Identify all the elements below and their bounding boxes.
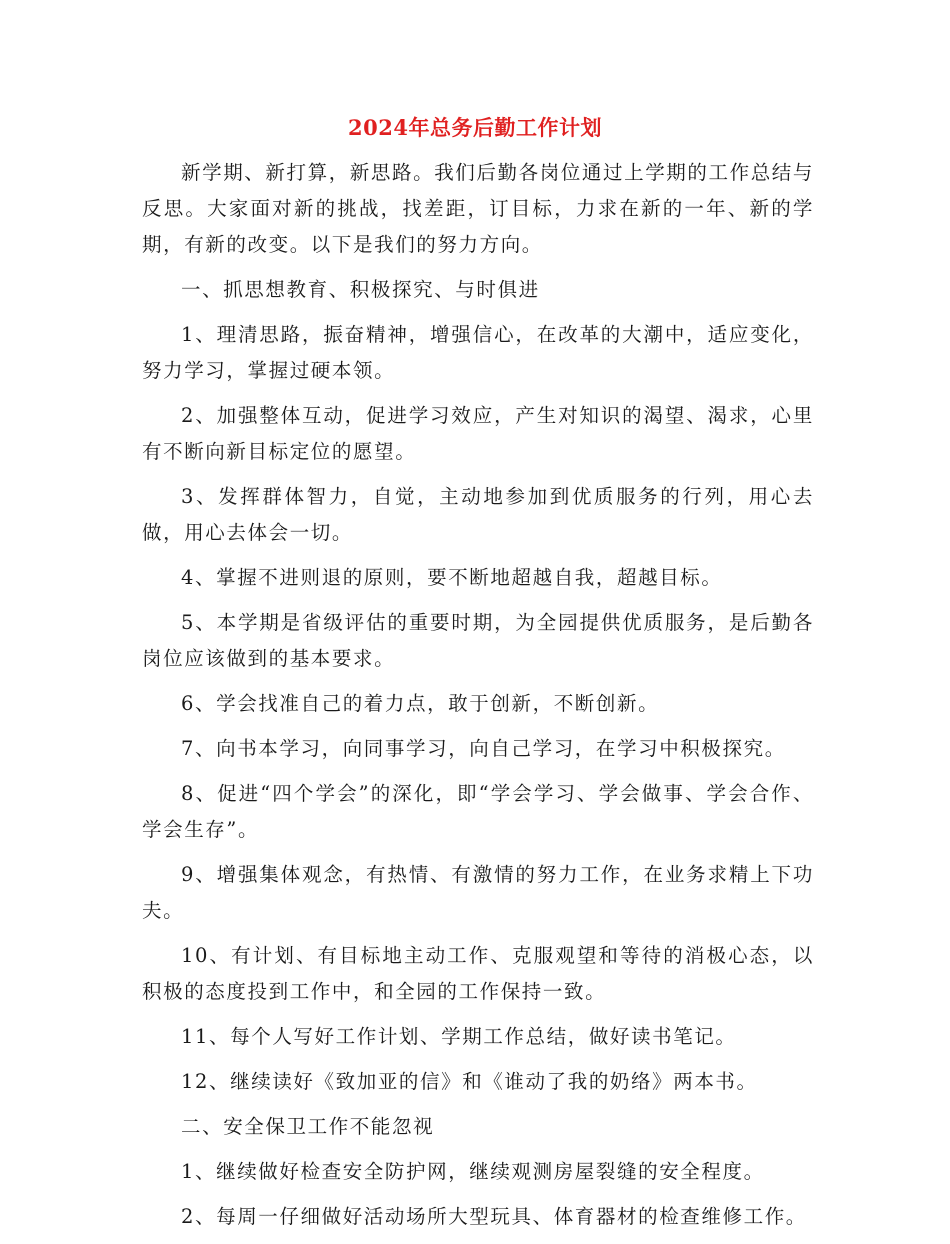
document-body xyxy=(142,155,814,1244)
document-title: 2024年总务后勤工作计划 xyxy=(348,115,602,140)
list-item: 3、发挥群体智力，自觉，主动地参加到优质服务的行列，用心去做，用心去体会一切。 xyxy=(142,485,814,544)
list-item: 7、向书本学习，向同事学习，向自己学习，在学习中积极探究。 xyxy=(181,737,786,760)
list-item: 12、继续读好《致加亚的信》和《谁动了我的奶络》两本书。 xyxy=(181,1070,758,1093)
list-item: 2、每周一仔细做好活动场所大型玩具、体育器材的检查维修工作。 xyxy=(181,1205,807,1228)
section-heading-1: 一、抓思想教育、积极探究、与时俱进 xyxy=(181,278,540,301)
paragraph-intro: 新学期、新打算，新思路。我们后勤各岗位通过上学期的工作总结与反思。大家面对新的挑战，找差距，订目标，力求在新的一年、新的学期，有新的改变。以下是我们的努力方向。 xyxy=(142,161,815,256)
list-item: 1、继续做好检查安全防护网，继续观测房屋裂缝的安全程度。 xyxy=(181,1160,765,1183)
list-item: 4、掌握不进则退的原则，要不断地超越自我，超越目标。 xyxy=(181,566,723,589)
list-item: 9、增强集体观念，有热情、有激情的努力工作，在业务求精上下功夫。 xyxy=(142,863,814,922)
list-item: 8、促进“四个学会”的深化，即“学会学习、学会做事、学会合作、学会生存”。 xyxy=(142,782,814,841)
list-item: 2、加强整体互动，促进学习效应，产生对知识的渴望、渴求，心里有不断向新目标定位的愿望。 xyxy=(142,404,814,463)
list-item: 5、本学期是省级评估的重要时期，为全园提供优质服务，是后勤各岗位应该做到的基本要求。 xyxy=(142,611,814,670)
list-item: 6、学会找准自己的着力点，敢于创新，不断创新。 xyxy=(181,692,660,715)
list-item: 10、有计划、有目标地主动工作、克服观望和等待的消极心态，以积极的态度投到工作中，和全园的工作保持一致。 xyxy=(142,944,814,1003)
section-heading-2: 二、安全保卫工作不能忽视 xyxy=(181,1115,435,1138)
list-item: 1、理清思路，振奋精神，增强信心，在改革的大潮中，适应变化，努力学习，掌握过硬本领。 xyxy=(142,323,814,382)
list-item: 11、每个人写好工作计划、学期工作总结，做好读书笔记。 xyxy=(181,1025,737,1048)
